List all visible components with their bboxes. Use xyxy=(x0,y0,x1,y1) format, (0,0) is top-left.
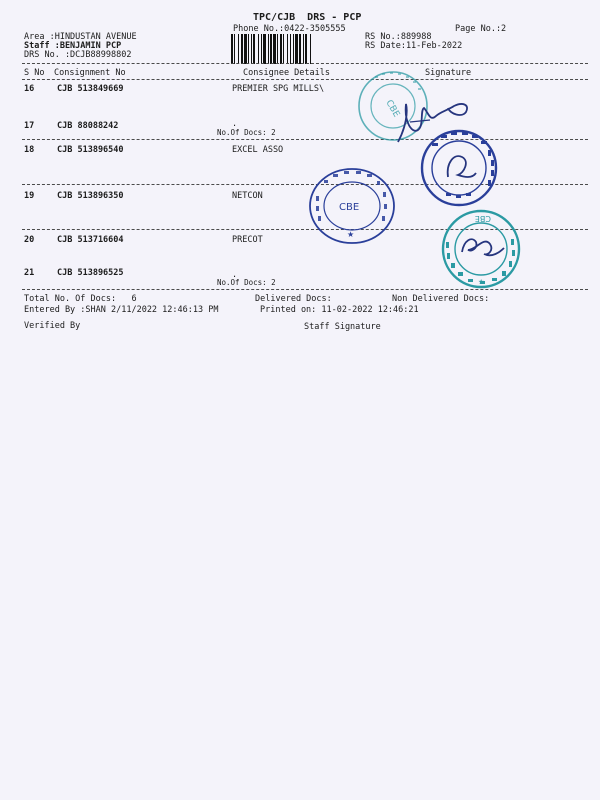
rs-number: RS No.:889988 xyxy=(365,32,432,42)
document-title: TPC/CJB DRS - PCP xyxy=(253,12,362,23)
svg-text:★: ★ xyxy=(478,278,485,286)
row-consignee: PREMIER SPG MILLS\ xyxy=(232,84,325,94)
barcode xyxy=(231,34,357,64)
row-consignment: CJB 513896350 xyxy=(57,191,124,201)
row-serial: 16 xyxy=(24,84,35,94)
row-consignee: PRECOT xyxy=(232,235,263,245)
row-consignee: EXCEL ASSO xyxy=(232,145,284,155)
row-consignment: CJB 513849669 xyxy=(57,84,124,94)
row-consignment: CJB 513896525 xyxy=(57,268,124,278)
rs-date: RS Date:11-Feb-2022 xyxy=(365,41,463,51)
staff-signature: Staff Signature xyxy=(304,322,381,332)
excel-stamp-seal xyxy=(418,127,500,209)
separator-line xyxy=(22,184,588,185)
row-serial: 19 xyxy=(24,191,35,201)
dot-mark: . xyxy=(232,119,238,129)
precot-stamp-seal xyxy=(438,206,524,292)
phone-number: Phone No.:0422-3505555 xyxy=(233,24,346,34)
area-label: Area :HINDUSTAN AVENUE xyxy=(24,32,137,42)
staff-label: Staff :BENJAMIN PCP xyxy=(24,41,122,51)
row-consignment: CJB 88088242 xyxy=(57,121,119,131)
delivered-docs: Delivered Docs: xyxy=(255,294,332,304)
svg-text:CBE: CBE xyxy=(383,98,402,120)
dot-mark: . xyxy=(232,270,238,280)
separator-line xyxy=(22,63,588,64)
netcon-stamp-seal xyxy=(306,166,398,246)
total-docs: Total No. Of Docs: 6 xyxy=(24,294,137,304)
docs-count: No.Of Docs: 2 xyxy=(217,128,276,137)
row-serial: 21 xyxy=(24,268,35,278)
svg-text:CBE: CBE xyxy=(339,202,360,213)
row-serial: 18 xyxy=(24,145,35,155)
column-header-sno: S No xyxy=(24,68,45,78)
column-header-signature: Signature xyxy=(425,68,472,78)
drs-number: DRS No. :DCJB88998802 xyxy=(24,50,132,60)
docs-count: No.Of Docs: 2 xyxy=(217,278,276,287)
verified-by: Verified By xyxy=(24,321,81,331)
non-delivered-docs: Non Delivered Docs: xyxy=(392,294,490,304)
row-serial: 17 xyxy=(24,121,35,131)
page-number: Page No.:2 xyxy=(455,24,507,34)
separator-line xyxy=(22,79,588,80)
row-consignment: CJB 513896540 xyxy=(57,145,124,155)
row-serial: 20 xyxy=(24,235,35,245)
separator-line xyxy=(22,139,588,140)
svg-text:★: ★ xyxy=(347,230,355,239)
entered-by: Entered By :SHAN 2/11/2022 12:46:13 PM xyxy=(24,305,219,315)
column-header-consignee: Consignee Details xyxy=(243,68,330,78)
svg-text:CBE: CBE xyxy=(474,214,491,223)
column-header-consignment: Consignment No xyxy=(54,68,126,78)
row-consignment: CJB 513716604 xyxy=(57,235,124,245)
printed-on: Printed on: 11-02-2022 12:46:21 xyxy=(260,305,419,315)
row-consignee: NETCON xyxy=(232,191,263,201)
